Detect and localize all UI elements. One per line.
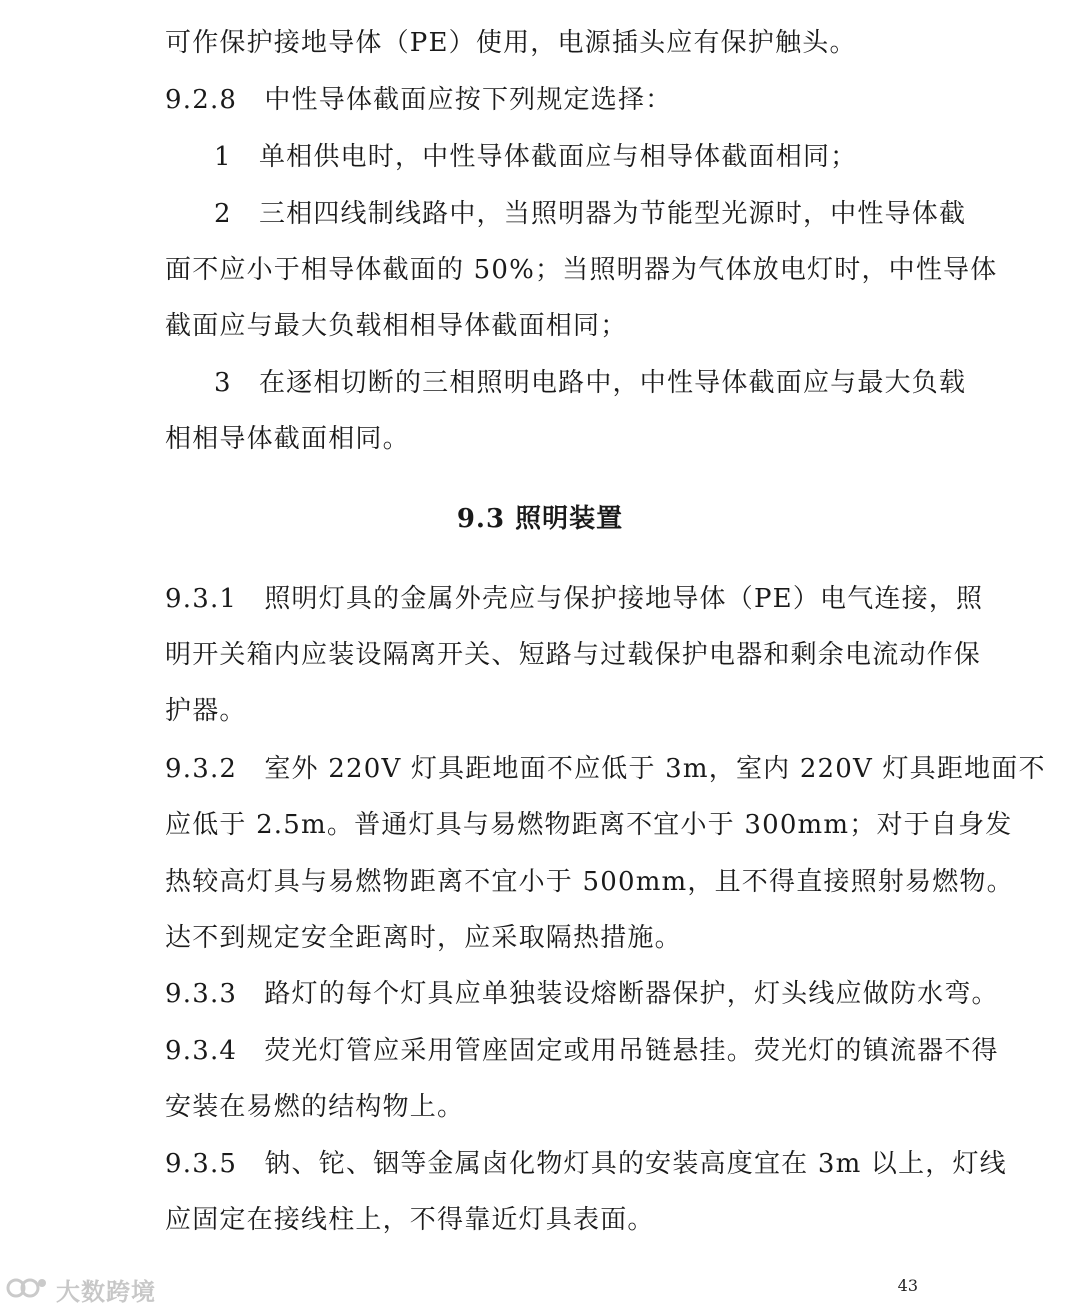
text-line: 相相导体截面相同。 [165,424,410,454]
text-line: 应低于 2.5m。普通灯具与易燃物距离不宜小于 300mm；对于自身发 [165,810,1013,840]
list-item-1: 1 单相供电时，中性导体截面应与相导体截面相同； [214,142,858,172]
text-line: 截面应与最大负载相相导体截面相同； [165,311,628,341]
page-number: 43 [897,1276,918,1295]
text-line: 明开关箱内应装设隔离开关、短路与过载保护电器和剩余电流动作保 [165,640,982,670]
watermark [6,1272,156,1307]
text-line: 面不应小于相导体截面的 50%；当照明器为气体放电灯时，中性导体 [165,255,998,285]
clause-9-3-3: 9.3.3 路灯的每个灯具应单独装设熔断器保护，灯头线应做防水弯。 [165,979,999,1009]
text-line: 可作保护接地导体（PE）使用，电源插头应有保护触头。 [165,28,857,58]
clause-9-3-4: 9.3.4 荧光灯管应采用管座固定或用吊链悬挂。荧光灯的镇流器不得 [165,1036,999,1066]
text-line: 达不到规定安全距离时，应采取隔热措施。 [165,923,682,953]
list-item-3: 3 在逐相切断的三相照明电路中，中性导体截面应与最大负载 [214,368,967,398]
logo-icon [6,1273,50,1307]
text-line: 热较高灯具与易燃物距离不宜小于 500mm，且不得直接照射易燃物。 [165,867,1014,897]
text-line: 护器。 [165,696,247,726]
clause-9-3-2: 9.3.2 室外 220V 灯具距地面不应低于 3m，室内 220V 灯具距地面不 [165,754,1046,784]
clause-9-2-8: 9.2.8 中性导体截面应按下列规定选择： [165,85,673,115]
text-line: 应固定在接线柱上，不得靠近灯具表面。 [165,1205,655,1235]
watermark-text: 大数跨境 [56,1278,156,1306]
text-line: 安装在易燃的结构物上。 [165,1092,465,1122]
clause-9-3-5: 9.3.5 钠、铊、铟等金属卤化物灯具的安装高度宜在 3m 以上，灯线 [165,1149,1007,1179]
clause-9-3-1: 9.3.1 照明灯具的金属外壳应与保护接地导体（PE）电气连接，照 [165,584,984,614]
list-item-2: 2 三相四线制线路中，当照明器为节能型光源时，中性导体截 [214,199,967,229]
section-heading: 9.3 照明装置 [456,504,624,534]
